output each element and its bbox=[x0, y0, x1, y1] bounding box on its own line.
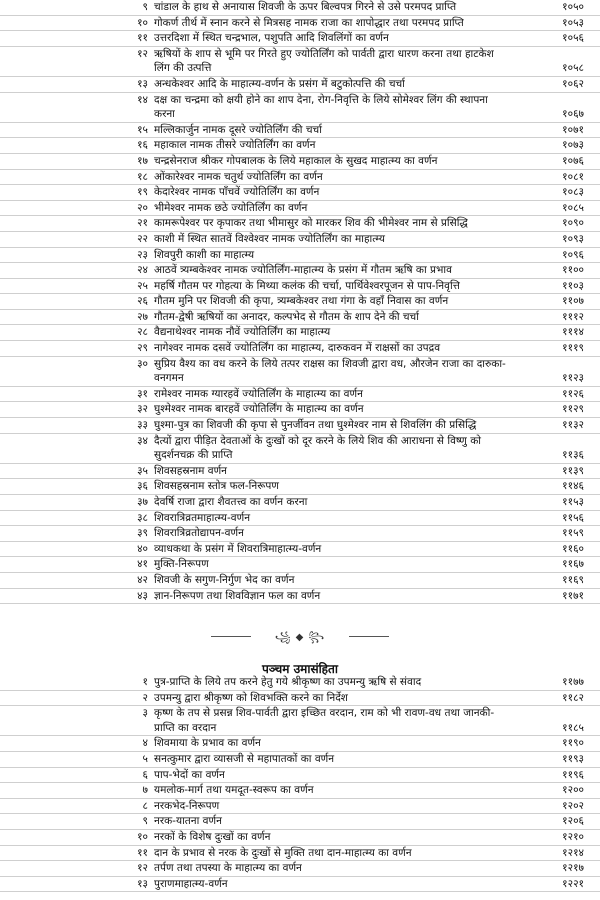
page-number: १११२ bbox=[562, 310, 584, 323]
chapter-number: ६ bbox=[142, 768, 148, 781]
chapter-number: ३९ bbox=[137, 527, 148, 540]
page-number: ११६९ bbox=[562, 573, 584, 586]
page-number: ११७७ bbox=[562, 676, 584, 688]
page-number: ११८५ bbox=[562, 721, 584, 734]
page-number: १०८१ bbox=[562, 170, 584, 183]
page-number: ११०३ bbox=[562, 279, 584, 292]
chapter-number: २४ bbox=[137, 264, 148, 277]
toc-entry bbox=[0, 434, 600, 464]
page-number: ११२३ bbox=[562, 372, 584, 385]
toc-entry bbox=[0, 310, 600, 326]
toc-entry bbox=[0, 542, 600, 558]
chapter-number: ३१ bbox=[137, 387, 148, 400]
chapter-title: चन्द्रसेनराज श्रीकर गोपबालक के लिये महाकाल के सुखद माहात्म्य का वर्णन bbox=[154, 154, 438, 167]
toc-entry bbox=[0, 464, 600, 480]
chapter-title: कामरूपेश्वर पर कृपाकर तथा भीमासुर को मारकर शिव की भीमेश्वर नाम से प्रसिद्धि bbox=[154, 217, 468, 230]
toc-entry bbox=[0, 31, 600, 47]
chapter-title: घुश्मेश्वर नामक बारहवें ज्योतिर्लिंग के माहात्म्य का वर्णन bbox=[154, 403, 364, 416]
chapter-title: शिवजी के सगुण-निर्गुण भेद का वर्णन bbox=[154, 573, 295, 586]
chapter-title: केदारेश्वर नामक पाँचवें ज्योतिर्लिंग का वर्णन bbox=[154, 186, 320, 199]
page-number: १०५८ bbox=[562, 62, 584, 75]
chapter-title: दक्ष का चन्द्रमा को क्षयी होने का शाप देना, रोग-निवृत्ति के लिये सोमेश्वर लिंग की स्थापना करना bbox=[154, 93, 488, 121]
chapter-title: व्याधकथा के प्रसंग में शिवरात्रिमाहात्म्य-वर्णन bbox=[154, 542, 322, 555]
chapter-title: गौतम मुनि पर शिवजी की कृपा, त्र्यम्बकेश्वर तथा गंगा के वहाँ निवास का वर्णन bbox=[154, 295, 449, 308]
chapter-number: ८ bbox=[142, 799, 148, 812]
page-number: ११०७ bbox=[562, 295, 584, 308]
chapter-title: महाकाल नामक तीसरे ज्योतिर्लिंग का वर्णन bbox=[154, 139, 316, 152]
page-number: १११४ bbox=[562, 326, 584, 339]
toc-entry bbox=[0, 77, 600, 93]
toc-entry bbox=[0, 675, 600, 691]
chapter-number: २९ bbox=[137, 342, 148, 355]
toc-entry bbox=[0, 201, 600, 217]
page-number: ११६० bbox=[562, 542, 584, 555]
section-divider-ornament: ꧁ ◆ ꧂ bbox=[255, 630, 345, 650]
chapter-title: महर्षि गौतम पर गोहत्या के मिथ्या कलंक की चर्चा, पार्थिवेश्वरपूजन से पाप-निवृत्ति bbox=[154, 279, 460, 292]
toc-entry bbox=[0, 799, 600, 815]
section-title: पञ्चम उमासंहिता bbox=[261, 662, 339, 676]
chapter-number: २ bbox=[142, 691, 148, 704]
page-number: ११३२ bbox=[562, 419, 584, 432]
page-number: ११३६ bbox=[562, 449, 584, 462]
chapter-title: मल्लिकार्जुन नामक दूसरे ज्योतिर्लिंग की चर्चा bbox=[154, 123, 322, 136]
chapter-number: ३० bbox=[137, 357, 148, 370]
page-number: १११९ bbox=[562, 342, 584, 355]
chapter-number: १० bbox=[137, 830, 148, 843]
chapter-title: पुत्र-प्राप्ति के लिये तप करने हेतु गये श्रीकृष्ण का उपमन्यु ऋषि से संवाद bbox=[154, 676, 422, 688]
chapter-number: १६ bbox=[137, 139, 148, 152]
chapter-title: उपमन्यु द्वारा श्रीकृष्ण को शिवभक्ति करने का निर्देश bbox=[154, 691, 348, 704]
chapter-number: ९ bbox=[142, 1, 148, 13]
toc-entry bbox=[0, 589, 600, 605]
toc-entry bbox=[0, 170, 600, 186]
toc-entry bbox=[0, 47, 600, 77]
chapter-number: ३३ bbox=[137, 419, 148, 432]
page-number: ११०० bbox=[562, 264, 584, 277]
chapter-number: २७ bbox=[137, 310, 148, 323]
toc-entry bbox=[0, 691, 600, 707]
chapter-number: ४ bbox=[142, 737, 148, 750]
chapter-number: २८ bbox=[137, 326, 148, 339]
toc-entry bbox=[0, 0, 600, 16]
chapter-number: २२ bbox=[137, 232, 148, 245]
page-number: १२२१ bbox=[562, 877, 584, 890]
chapter-number: ५ bbox=[142, 752, 148, 765]
chapter-number: २० bbox=[137, 201, 148, 214]
chapter-title: अन्धकेश्वर आदि के माहात्म्य-वर्णन के प्रसंग में बटुकोत्पत्ति की चर्चा bbox=[154, 77, 405, 90]
page-number: ११२९ bbox=[562, 403, 584, 416]
chapter-number: १९ bbox=[137, 186, 148, 199]
toc-entry bbox=[0, 341, 600, 357]
page-number: ११५६ bbox=[562, 511, 584, 524]
page-number: ११३९ bbox=[562, 464, 584, 477]
chapter-number: २५ bbox=[137, 279, 148, 292]
chapter-number: १८ bbox=[137, 170, 148, 183]
chapter-number: १२ bbox=[137, 862, 148, 875]
page-number: १२०६ bbox=[562, 815, 584, 828]
page-number: १०६७ bbox=[562, 108, 584, 121]
chapter-title: सुप्रिय वैश्य का वध करने के लिये तत्पर राक्षस का शिवजी द्वारा वध, औरजेन राजा का दारुका-वनगमन bbox=[154, 357, 506, 385]
chapter-title: ज्ञान-निरूपण तथा शिवविज्ञान फल का वर्णन bbox=[154, 589, 321, 602]
toc-entry bbox=[0, 814, 600, 830]
chapter-number: ४२ bbox=[137, 573, 148, 586]
page-number: १०७३ bbox=[562, 139, 584, 152]
chapter-title: पाप-भेदों का वर्णन bbox=[154, 768, 225, 781]
chapter-title: काशी में स्थित सातवें विश्वेश्वर नामक ज्योतिर्लिंग का माहात्म्य bbox=[154, 232, 385, 245]
page-number: १०५६ bbox=[562, 32, 584, 45]
chapter-title: पुराणमाहात्म्य-वर्णन bbox=[154, 877, 228, 890]
toc-entry bbox=[0, 877, 600, 893]
chapter-title: घुश्मा-पुत्र का शिवजी की कृपा से पुनर्जीवन तथा घुश्मेश्वर नाम से शिवलिंग की प्रसिद्धि bbox=[154, 419, 477, 432]
chapter-number: २१ bbox=[137, 217, 148, 230]
toc-entry bbox=[0, 479, 600, 495]
chapter-number: ३२ bbox=[137, 403, 148, 416]
chapter-title: गोकर्ण तीर्थ में स्नान करने से मित्रसह नामक राजा का शापोद्धार तथा परमपद प्राप्ति bbox=[154, 16, 464, 29]
page-number: १०५३ bbox=[562, 16, 584, 29]
toc-entry bbox=[0, 138, 600, 154]
chapter-title: ओंकारेश्वर नामक चतुर्थ ज्योतिर्लिंग का वर्णन bbox=[154, 170, 323, 183]
toc-entry bbox=[0, 279, 600, 295]
chapter-title: शिवरात्रिव्रतोद्यापन-वर्णन bbox=[154, 527, 244, 540]
toc-entry bbox=[0, 830, 600, 846]
chapter-title: वैद्यनाथेश्वर नामक नौवें ज्योतिर्लिंग का माहात्म्य bbox=[154, 326, 331, 339]
toc-entry bbox=[0, 16, 600, 32]
page-number: १०८५ bbox=[562, 201, 584, 214]
chapter-title: रामेश्वर नामक ग्यारहवें ज्योतिर्लिंग के माहात्म्य का वर्णन bbox=[154, 387, 363, 400]
chapter-number: ७ bbox=[142, 784, 148, 797]
contents-list-lower bbox=[0, 675, 600, 892]
page-number: १०९० bbox=[562, 217, 584, 230]
chapter-number: ३५ bbox=[137, 464, 148, 477]
toc-entry bbox=[0, 861, 600, 877]
toc-entry bbox=[0, 216, 600, 232]
page-number: १०८३ bbox=[562, 186, 584, 199]
toc-entry bbox=[0, 357, 600, 387]
page-number: १०९३ bbox=[562, 232, 584, 245]
toc-entry bbox=[0, 387, 600, 403]
chapter-number: १४ bbox=[137, 93, 148, 106]
toc-entry bbox=[0, 248, 600, 264]
chapter-number: ९ bbox=[142, 815, 148, 828]
toc-entry bbox=[0, 557, 600, 573]
page-number: ११२६ bbox=[562, 387, 584, 400]
page-number: १२०२ bbox=[562, 799, 584, 812]
toc-entry bbox=[0, 573, 600, 589]
chapter-number: ४० bbox=[137, 542, 148, 555]
toc-entry bbox=[0, 495, 600, 511]
page-number: १०९६ bbox=[562, 248, 584, 261]
page-number: १२१० bbox=[562, 830, 584, 843]
toc-entry bbox=[0, 123, 600, 139]
chapter-title: नरकभेद-निरूपण bbox=[154, 799, 220, 812]
chapter-title: आठवें त्र्यम्बकेश्वर नामक ज्योतिर्लिंग-माहात्म्य के प्रसंग में गौतम ऋषि का प्रभाव bbox=[154, 264, 452, 277]
toc-entry bbox=[0, 232, 600, 248]
chapter-number: १० bbox=[137, 16, 148, 29]
toc-entry bbox=[0, 846, 600, 862]
chapter-number: २६ bbox=[137, 295, 148, 308]
chapter-title: शिवसहस्रनाम स्तोत्र फल-निरूपण bbox=[154, 480, 279, 493]
chapter-title: तर्पण तथा तपस्या के माहात्म्य का वर्णन bbox=[154, 862, 302, 875]
page-number: १०६२ bbox=[562, 77, 584, 90]
toc-entry bbox=[0, 402, 600, 418]
toc-entry bbox=[0, 783, 600, 799]
chapter-number: १५ bbox=[137, 123, 148, 136]
page-number: १२०० bbox=[562, 784, 584, 797]
page-number: ११५३ bbox=[562, 496, 584, 508]
page-number: १०५० bbox=[562, 1, 584, 13]
chapter-number: ३८ bbox=[137, 511, 148, 524]
page-number: ११७१ bbox=[562, 589, 584, 602]
chapter-title: शिवमाया के प्रभाव का वर्णन bbox=[154, 737, 261, 750]
page-number: ११४६ bbox=[562, 480, 584, 493]
toc-entry bbox=[0, 752, 600, 768]
toc-entry bbox=[0, 185, 600, 201]
chapter-number: ३ bbox=[142, 707, 148, 720]
page-number: १२१४ bbox=[562, 846, 584, 859]
chapter-number: ११ bbox=[137, 846, 148, 859]
chapter-title: उत्तरदिशा में स्थित चन्द्रभाल, पशुपति आदि शिवलिंगों का वर्णन bbox=[154, 32, 389, 45]
toc-entry bbox=[0, 511, 600, 527]
chapter-title: शिवसहस्रनाम वर्णन bbox=[154, 464, 227, 477]
chapter-number: १ bbox=[142, 676, 148, 688]
toc-entry bbox=[0, 526, 600, 542]
chapter-title: देवर्षि राजा द्वारा शैवतत्त्व का वर्णन करना bbox=[154, 496, 308, 508]
toc-entry bbox=[0, 263, 600, 279]
page-number: १२१७ bbox=[562, 862, 584, 875]
toc-entry bbox=[0, 294, 600, 310]
chapter-title: दान के प्रभाव से नरक के दुःखों से मुक्ति तथा दान-माहात्म्य का वर्णन bbox=[154, 846, 412, 859]
chapter-title: चांडाल के हाथ से अनायास शिवजी के ऊपर बिल्वपत्र गिरने से उसे परमपद प्राप्ति bbox=[154, 1, 457, 13]
chapter-title: कृष्ण के तप से प्रसन्न शिव-पार्वती द्वारा इच्छित वरदान, राम को भी रावण-वध तथा जानकी-प्राप्ति का वरदान bbox=[154, 707, 495, 734]
page-number: १०७६ bbox=[562, 154, 584, 167]
page-number: ११९६ bbox=[562, 768, 584, 781]
chapter-number: ३४ bbox=[137, 434, 148, 447]
toc-entry bbox=[0, 325, 600, 341]
chapter-number: ३६ bbox=[137, 480, 148, 493]
chapter-number: १३ bbox=[137, 877, 148, 890]
chapter-number: १२ bbox=[137, 47, 148, 60]
chapter-title: सनत्कुमार द्वारा व्यासजी से महापातकों का वर्णन bbox=[154, 752, 335, 765]
chapter-title: शिवरात्रिव्रतमाहात्म्य-वर्णन bbox=[154, 511, 251, 524]
chapter-number: १३ bbox=[137, 77, 148, 90]
page-number: ११५९ bbox=[562, 527, 584, 540]
chapter-number: ११ bbox=[137, 32, 148, 45]
page-number: १०७१ bbox=[562, 123, 584, 136]
toc-entry bbox=[0, 93, 600, 123]
chapter-title: गौतम-द्वेषी ऋषियों का अनादर, कल्पभेद से गौतम के शाप देने की चर्चा bbox=[154, 310, 419, 323]
toc-entry bbox=[0, 418, 600, 434]
toc-entry bbox=[0, 706, 600, 736]
chapter-number: ४१ bbox=[137, 558, 148, 571]
toc-entry bbox=[0, 736, 600, 752]
chapter-title: मुक्ति-निरूपण bbox=[154, 558, 209, 571]
chapter-title: नागेश्वर नामक दसवें ज्योतिर्लिंग का माहात्म्य, दारुकवन में राक्षसों का उपद्रव bbox=[154, 342, 441, 355]
chapter-title: भीमेश्वर नामक छठे ज्योतिर्लिंग का वर्णन bbox=[154, 201, 308, 214]
chapter-number: ४३ bbox=[137, 589, 148, 602]
chapter-number: ३७ bbox=[137, 496, 148, 508]
toc-entry bbox=[0, 768, 600, 784]
toc-entry bbox=[0, 154, 600, 170]
page-number: ११८२ bbox=[562, 691, 584, 704]
chapter-number: १७ bbox=[137, 154, 148, 167]
chapter-title: दैत्यों द्वारा पीड़ित देवताओं के दुःखों को दूर करने के लिये शिव की आराधना से विष्णु को सुदर्शनचक्र की प्राप्ति bbox=[154, 434, 481, 462]
chapter-title: शिवपुरी काशी का माहात्म्य bbox=[154, 248, 255, 261]
chapter-number: २३ bbox=[137, 248, 148, 261]
page-number: ११९३ bbox=[562, 752, 584, 765]
chapter-title: यमलोक-मार्ग तथा यमदूत-स्वरूप का वर्णन bbox=[154, 784, 314, 797]
chapter-title: नरक-यातना वर्णन bbox=[154, 815, 222, 828]
page-number: ११९० bbox=[562, 737, 584, 750]
chapter-title: ऋषियों के शाप से भूमि पर गिरते हुए ज्योतिर्लिंग को पार्वती द्वारा धारण करना तथा हाटकेश लिंग की उत्पत्ति bbox=[154, 47, 494, 75]
chapter-title: नरकों के विशेष दुःखों का वर्णन bbox=[154, 830, 271, 843]
page-number: ११६७ bbox=[562, 558, 584, 571]
